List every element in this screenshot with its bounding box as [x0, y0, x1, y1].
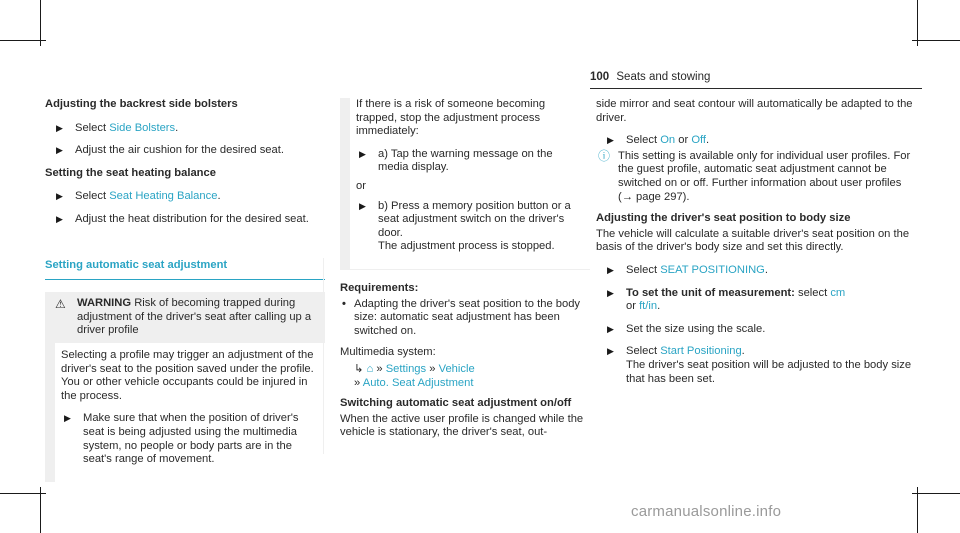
heading-seat-heating-balance: Setting the seat heating balance — [45, 166, 216, 179]
crop-mark — [912, 493, 960, 494]
warning-continuation-box — [340, 98, 590, 270]
section-title-automatic-seat-adjustment: Setting automatic seat adjustment — [45, 259, 325, 281]
switching-body-text: When the active user profile is changed while the vehicle is stationary, the driver's seat, out- — [340, 412, 584, 439]
start-positioning-result: The driver's seat position will be adjusted to the body size that has been set. — [626, 358, 912, 385]
crop-mark — [912, 40, 960, 41]
home-icon[interactable]: ⌂ — [366, 362, 374, 375]
page-number: 100 — [590, 71, 610, 83]
step-set-unit: ▶ To set the unit of measurement: select cm or ft/in. — [607, 286, 846, 313]
step-select-on-off: ▶ Select On or Off. — [607, 134, 710, 147]
path-auto-seat-adjustment[interactable]: Auto. Seat Adjustment — [362, 376, 474, 389]
heading-switching-auto-adjustment: Switching automatic seat adjustment on/off — [340, 397, 572, 410]
path-start-arrow-icon: ↳ — [354, 362, 364, 375]
path-vehicle[interactable]: Vehicle — [438, 362, 475, 375]
step-arrow-icon: ▶ — [56, 213, 63, 224]
path-settings[interactable]: Settings — [385, 362, 427, 375]
stopped-text: The adjustment process is stopped. — [378, 240, 555, 253]
warning-step: ▶ Make sure that when the position of driver's seat is being adjusted using the multimedia system, no people or body parts are in the seat's range of movement. — [64, 412, 299, 466]
path-chevron-icon: » — [354, 376, 361, 389]
warning-text: Risk of becoming trapped during adjustment of the driver's seat after calling up a driver profile — [77, 297, 312, 337]
column-3 — [596, 98, 916, 395]
warning-description: Selecting a profile may trigger an adjustment of the driver's seat to the position saved under the profile. You or other vehicle occupants could be injured in the process. — [61, 348, 314, 402]
info-note: ⓘ This setting is available only for individual user profiles. For the guest profile, automatic seat adjustment cannot be switched on or off. Further information about user profiles (→ page 297). — [598, 148, 911, 203]
step-arrow-icon: ▶ — [607, 264, 614, 275]
step-arrow-icon: ▶ — [607, 346, 614, 357]
warning-label: WARNING — [77, 297, 132, 310]
continued-body-text: side mirror and seat contour will automatically be adapted to the driver. — [596, 98, 913, 124]
requirement-item: • Adapting the driver's seat position to the body size: automatic seat adjustment has been switched on. — [342, 297, 581, 337]
warning-box — [45, 292, 325, 343]
link-start-positioning[interactable]: Start Positioning — [660, 345, 742, 358]
step-option-a: ▶ a) Tap the warning message on the media display. — [359, 147, 553, 174]
step-arrow-icon: ▶ — [64, 413, 71, 424]
step-option-b: ▶ b) Press a memory position button or a seat adjustment switch on the driver's door. The adjustment process is stopped. — [359, 199, 571, 253]
or-text: or — [356, 179, 366, 192]
crop-mark — [0, 493, 46, 494]
step-arrow-icon: ▶ — [56, 122, 63, 133]
step-arrow-icon: ▶ — [607, 323, 614, 334]
step-arrow-icon: ▶ — [607, 287, 614, 298]
column-1 — [45, 98, 325, 491]
step-adjust-air-cushion: ▶ Adjust the air cushion for the desired seat. — [56, 144, 284, 157]
path-chevron-icon: » — [429, 362, 436, 375]
bullet-icon: • — [342, 297, 346, 310]
step-arrow-icon: ▶ — [359, 200, 366, 211]
column-2 — [340, 98, 590, 440]
step-arrow-icon: ▶ — [56, 145, 63, 156]
section-name: Seats and stowing — [616, 71, 711, 83]
link-cm[interactable]: cm — [830, 286, 846, 299]
link-side-bolsters[interactable]: Side Bolsters — [109, 121, 176, 134]
path-chevron-icon: » — [376, 362, 383, 375]
page-header — [590, 71, 710, 85]
watermark: carmanualsonline.info — [631, 503, 782, 520]
step-select-seat-positioning: ▶ Select SEAT POSITIONING. — [607, 263, 768, 276]
warning-body — [45, 343, 325, 482]
requirements-label: Requirements: — [340, 281, 419, 294]
crop-mark — [0, 40, 46, 41]
step-select-seat-heating-balance: ▶ Select Seat Heating Balance. — [56, 190, 221, 203]
step-arrow-icon: ▶ — [359, 148, 366, 159]
multimedia-label: Multimedia system: — [340, 346, 436, 359]
step-set-size: ▶ Set the size using the scale. — [607, 322, 766, 335]
menu-path — [340, 363, 590, 377]
link-seat-heating-balance[interactable]: Seat Heating Balance — [109, 190, 218, 203]
heading-backrest-bolsters: Adjusting the backrest side bolsters — [45, 98, 238, 110]
warning-divider — [323, 258, 324, 454]
step-start-positioning: ▶ Select Start Positioning. The driver's seat position will be adjusted to the body size that has been set. — [607, 345, 912, 385]
step-select-side-bolsters: ▶ Select Side Bolsters. — [56, 121, 179, 134]
link-ft-in[interactable]: ft/in — [639, 300, 658, 313]
step-arrow-icon: ▶ — [56, 191, 63, 202]
trap-risk-text: If there is a risk of someone becoming trapped, stop the adjustment process immediately: — [356, 98, 546, 138]
header-rule — [590, 88, 922, 89]
menu-path-cont — [340, 377, 590, 391]
body-size-text: The vehicle will calculate a suitable driver's seat position on the basis of the driver's body size and set this directly. — [596, 227, 910, 254]
info-icon: ⓘ — [598, 148, 611, 163]
step-arrow-icon: ▶ — [607, 135, 614, 146]
step-adjust-heat-distribution: ▶ Adjust the heat distribution for the desired seat. — [56, 212, 309, 225]
link-seat-positioning[interactable]: SEAT POSITIONING — [660, 263, 765, 276]
link-off[interactable]: Off — [691, 134, 707, 147]
link-on[interactable]: On — [660, 134, 676, 147]
heading-body-size: Adjusting the driver's seat position to body size — [596, 212, 851, 225]
warning-triangle-icon: ⚠ — [55, 297, 66, 312]
